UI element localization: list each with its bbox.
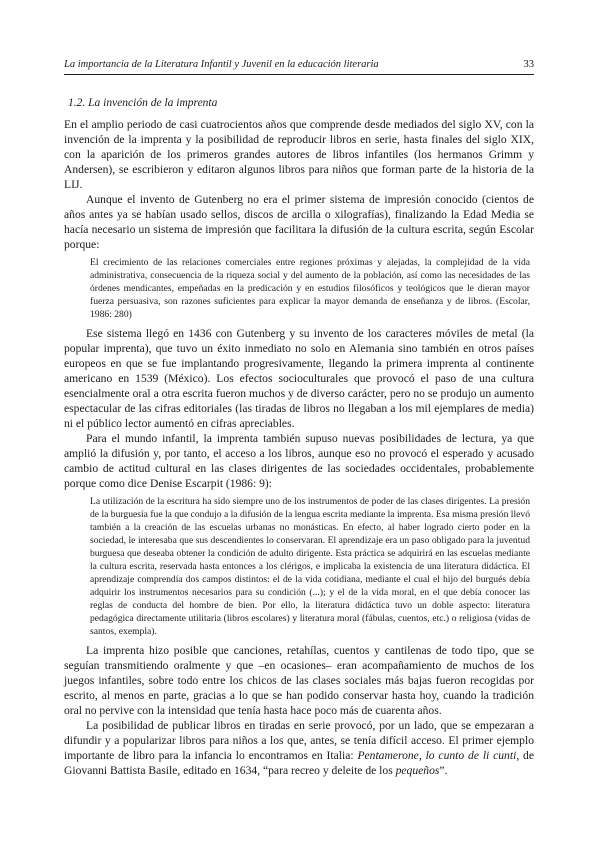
paragraph-6-text-c: ”. [439,764,448,777]
main-content [64,96,534,778]
paragraph-6-text-a: La posibilidad de publicar libros en tiradas en serie provocó, por un lado, que se empezaran a difundir y a popularizar libros para niños a los que, antes, se tenía difícil acceso. El primer ejemplo importante de libro para la infancia lo encontramos en Italia: [64,719,534,762]
paragraph-6-text-b: , de Giovanni Battista Basile, editado en 1634, “para recreo y deleite de los [64,749,535,777]
paragraph-3: Ese sistema llegó en 1436 con Gutenberg y su invento de los caracteres móviles de metal (la popular imprenta), que tuvo un éxito inmediato no solo en Alemania sino también en otros países europeos en que se fue implantando progresivamente, llegando la primera imprenta al continente americano en 1539 (México). Los efectos socioculturales que provocó el paso de una cultura esencialmente oral a otra escrita fueron muchos y de diverso carácter, pero no se produjo un aumento espectacular de las cifras editoriales (las tiradas de libros no llegaban a los mil ejemplares de media) ni el público lector aumentó en cifras apreciables. [64,327,534,430]
running-header [64,58,534,75]
block-quote-escarpit: La utilización de la escritura ha sido siempre uno de los instrumentos de poder de las clases dirigentes. La presión de la burguesía fue la que condujo a la difusión de la lengua escrita mediante la imprenta. Esa misma presión llevó también a la creación de las escuelas urbanas no monásticas. En efecto, al haber logrado cierto poder en la sociedad, le interesaba que sus descendientes lo conservaran. El aprendizaje era un paso obligado para la juventud burguesa que deseaba obtener la condición de adulto dirigente. Esta práctica se adquirirá en las escuelas mediante la cultura escrita, reservada hasta entonces a los clérigos, e implicaba la existencia de una literatura didáctica. El aprendizaje comprendía dos campos distintos: el de la vida cotidiana, mediante el cual el hijo del burgués debía adquirir los instrumentos necesarios para su condición (...); y el de la vida moral, en el que debía conocer las reglas de conducta del hombre de bien. Por ello, la literatura didáctica tuvo un doble aspecto: literatura pedagógica directamente utilitaria (libros escolares) y literatura moral (fábulas, cuentos, etc.) o religiosa (vidas de santos, exempla). [90,496,530,637]
paragraph-1: En el amplio periodo de casi cuatrocientos años que comprende desde mediados del siglo XV, con la invención de la imprenta y la posibilidad de reproducir libros en serie, hasta finales del siglo XIX, con la aparición de los primeros grandes autores de libros infantiles (los hermanos Grimm y Andersen), se escribieron y editaron algunos libros para niños que forman parte de la historia de la LIJ. [64,118,534,191]
emphasis-pequenos: pequeños [395,764,440,777]
page-number: 33 [523,59,534,70]
book-title-pentamerone: Pentamerone, lo cunto de li cunti [357,749,517,762]
paragraph-4: Para el mundo infantil, la imprenta también supuso nuevas posibilidades de lectura, ya que amplió la difusión y, por tanto, el acceso a los libros, aunque eso no provocó el esperado y acusado cambio de actitud cultural en las clases dirigentes de las sociedades occidentales, probablemente porque como dice Denise Escarpit (1986: 9): [64,432,534,490]
paragraph-5: La imprenta hizo posible que canciones, retahílas, cuentos y cantilenas de todo tipo, que se seguían transmitiendo oralmente y que –en ocasiones– eran acompañamiento de muchos de los juegos infantiles, sobre todo entre los chicos de las clases sociales más bajas fueron recogidas por escrito, al menos en parte, gracias a lo que se han podido conservar hasta hoy, cuando la tradición oral no pervive con la intensidad que tenía hasta hace poco más de cuarenta años. [64,644,534,717]
section-title: 1.2. La invención de la imprenta [68,97,218,109]
paragraph-6 [64,718,534,778]
running-title: La importancia de la Literatura Infantil y Juvenil en la educación literaria [64,59,379,70]
paragraph-2: Aunque el invento de Gutenberg no era el primer sistema de impresión conocido (cientos de años antes ya se habían usado sellos, discos de arcilla o xilografías), finalizando la Edad Media se hacía necesario un sistema de impresión que facilitara la difusión de la cultura escrita, según Escolar porque: [64,193,534,251]
block-quote-escolar: El crecimiento de las relaciones comerciales entre regiones próximas y alejadas, la complejidad de la vida administrativa, consecuencia de la riqueza social y del aumento de la población, así como las necesidades de las órdenes mendicantes, empeñadas en la predicación y en estudios filosóficos y teológicos que le dieran mayor fuerza persuasiva, son razones suficientes para explicar la mayor demanda de enseñanza y de libros. (Escolar, 1986: 280) [90,257,530,320]
